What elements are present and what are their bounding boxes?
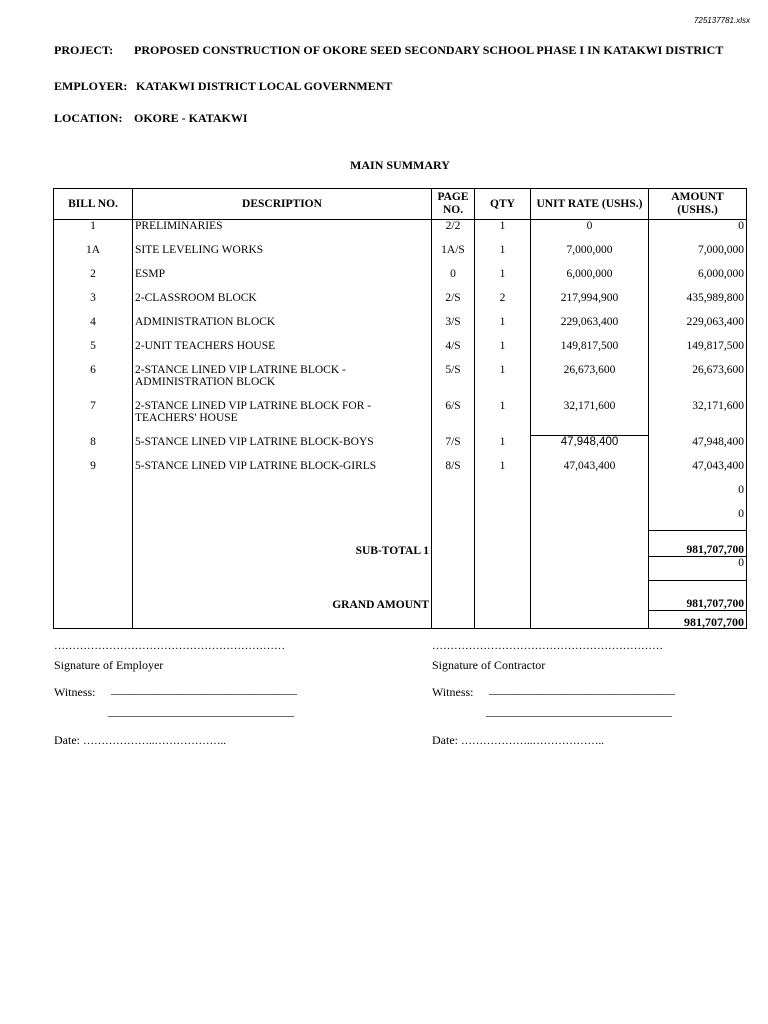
- cell-qty: 1: [475, 316, 531, 340]
- cell-amount: 32,171,600: [649, 400, 747, 436]
- table-header-row: [54, 189, 747, 220]
- table-row: [54, 316, 747, 340]
- cell-page-no: 6/S: [432, 400, 475, 436]
- cell-page-no: 8/S: [432, 460, 475, 484]
- cell-description: 2-STANCE LINED VIP LATRINE BLOCK FOR - TEACHERS' HOUSE: [133, 400, 432, 436]
- cell-description: SITE LEVELING WORKS: [133, 244, 432, 268]
- cell-amount: 435,989,800: [649, 292, 747, 316]
- table-row: [54, 436, 747, 460]
- cell-unit-rate: [531, 531, 649, 557]
- cell-unit-rate: [531, 508, 649, 531]
- cell-bill-no: 1: [54, 220, 133, 244]
- cell-qty: [475, 581, 531, 611]
- grand-total-label: GRAND AMOUNT: [133, 581, 432, 611]
- table-row: [54, 268, 747, 292]
- cell-unit-rate: 6,000,000: [531, 268, 649, 292]
- cell-description: 2-UNIT TEACHERS HOUSE: [133, 340, 432, 364]
- cell-page-no: 2/2: [432, 220, 475, 244]
- cell-description: [133, 611, 432, 629]
- cell-bill-no: 3: [54, 292, 133, 316]
- cell-page-no: [432, 484, 475, 508]
- col-bill-no: BILL NO.: [54, 189, 133, 220]
- location-line: [54, 111, 248, 126]
- cell-description: PRELIMINARIES: [133, 220, 432, 244]
- subtotal-label: SUB-TOTAL 1: [133, 531, 432, 557]
- cell-description: [133, 557, 432, 581]
- employer-witness-label: Witness:: [54, 685, 96, 699]
- cell-amount: 26,673,600: [649, 364, 747, 400]
- cell-qty: 1: [475, 220, 531, 244]
- table-row: [54, 611, 747, 629]
- cell-bill-no: [54, 531, 133, 557]
- employer-signature-line: ………………………………………………………: [54, 640, 285, 652]
- cell-qty: 1: [475, 364, 531, 400]
- cell-page-no: 5/S: [432, 364, 475, 400]
- cell-unit-rate: 26,673,600: [531, 364, 649, 400]
- project-value: PROPOSED CONSTRUCTION OF OKORE SEED SECONDARY SCHOOL PHASE I IN KATAKWI DISTRICT: [134, 43, 724, 57]
- cell-bill-no: 2: [54, 268, 133, 292]
- cell-page-no: [432, 531, 475, 557]
- cell-bill-no: 6: [54, 364, 133, 400]
- employer-value: KATAKWI DISTRICT LOCAL GOVERNMENT: [136, 79, 393, 93]
- cell-page-no: [432, 611, 475, 629]
- cell-unit-rate: 47,043,400: [531, 460, 649, 484]
- cell-amount: 6,000,000: [649, 268, 747, 292]
- cell-page-no: 4/S: [432, 340, 475, 364]
- table-row: [54, 508, 747, 531]
- cell-qty: 1: [475, 436, 531, 460]
- subtotal-row: [54, 531, 747, 557]
- cell-amount: 0: [649, 484, 747, 508]
- cell-qty: 1: [475, 400, 531, 436]
- cell-description: 2-STANCE LINED VIP LATRINE BLOCK - ADMINISTRATION BLOCK: [133, 364, 432, 400]
- page-title: MAIN SUMMARY: [350, 158, 450, 172]
- cell-bill-no: 8: [54, 436, 133, 460]
- cell-qty: 1: [475, 340, 531, 364]
- cell-unit-rate: [531, 581, 649, 611]
- cell-description: 5-STANCE LINED VIP LATRINE BLOCK-GIRLS: [133, 460, 432, 484]
- cell-qty: 2: [475, 292, 531, 316]
- cell-amount: 7,000,000: [649, 244, 747, 268]
- cell-unit-rate: 149,817,500: [531, 340, 649, 364]
- cell-amount: 47,948,400: [649, 436, 747, 460]
- project-label: PROJECT:: [54, 43, 114, 57]
- cell-qty: [475, 484, 531, 508]
- cell-page-no: [432, 557, 475, 581]
- contractor-witness-line-2: _______________________________: [486, 704, 672, 718]
- table-row: [54, 460, 747, 484]
- cell-qty: 1: [475, 244, 531, 268]
- cell-unit-rate: 32,171,600: [531, 400, 649, 436]
- employer-witness-line-1: _______________________________: [111, 682, 297, 696]
- col-amount: AMOUNT (USHS.): [649, 189, 747, 220]
- contractor-signature-label: Signature of Contractor: [432, 658, 546, 672]
- location-value: OKORE - KATAKWI: [134, 111, 248, 125]
- cell-unit-rate: [531, 557, 649, 581]
- contractor-date: Date: ………………..………………..: [432, 733, 604, 747]
- cell-page-no: 1A/S: [432, 244, 475, 268]
- cell-description: 5-STANCE LINED VIP LATRINE BLOCK-BOYS: [133, 436, 432, 460]
- contractor-witness-label: Witness:: [432, 685, 474, 699]
- employer-witness-line-2: _______________________________: [108, 704, 294, 718]
- cell-qty: 1: [475, 460, 531, 484]
- cell-page-no: 0: [432, 268, 475, 292]
- below-table-value: 981,707,700: [684, 615, 744, 629]
- cell-unit-rate: 0: [531, 220, 649, 244]
- cell-unit-rate: 217,994,900: [531, 292, 649, 316]
- col-unit-rate: UNIT RATE (USHS.): [531, 189, 649, 220]
- cell-bill-no: [54, 508, 133, 531]
- cell-unit-rate: 229,063,400: [531, 316, 649, 340]
- cell-amount: 47,043,400: [649, 460, 747, 484]
- grand-total-row: [54, 581, 747, 611]
- cell-description: [133, 484, 432, 508]
- cell-qty: [475, 557, 531, 581]
- grand-amount: 981,707,700: [649, 581, 747, 611]
- cell-unit-rate: 7,000,000: [531, 244, 649, 268]
- cell-amount: 149,817,500: [649, 340, 747, 364]
- cell-bill-no: 7: [54, 400, 133, 436]
- cell-qty: [475, 531, 531, 557]
- table-row: [54, 484, 747, 508]
- cell-description: ESMP: [133, 268, 432, 292]
- cell-amount: 0: [649, 557, 747, 581]
- col-qty: QTY: [475, 189, 531, 220]
- employer-label: EMPLOYER:: [54, 79, 128, 93]
- cell-description: ADMINISTRATION BLOCK: [133, 316, 432, 340]
- summary-table: [53, 188, 747, 629]
- cell-page-no: 7/S: [432, 436, 475, 460]
- cell-qty: [475, 508, 531, 531]
- table-row: [54, 244, 747, 268]
- cell-qty: 1: [475, 268, 531, 292]
- cell-bill-no: 9: [54, 460, 133, 484]
- col-page-no: PAGE NO.: [432, 189, 475, 220]
- cell-description: 2-CLASSROOM BLOCK: [133, 292, 432, 316]
- cell-page-no: [432, 581, 475, 611]
- cell-bill-no: 4: [54, 316, 133, 340]
- contractor-witness-line-1: _______________________________: [489, 682, 675, 696]
- location-label: LOCATION:: [54, 111, 123, 125]
- cell-description: [133, 508, 432, 531]
- table-row: [54, 400, 747, 436]
- subtotal-amount: 981,707,700: [649, 531, 747, 557]
- cell-amount: 229,063,400: [649, 316, 747, 340]
- cell-amount: 0: [649, 508, 747, 531]
- file-reference: 725137781.xlsx: [693, 16, 750, 25]
- cell-page-no: 3/S: [432, 316, 475, 340]
- cell-page-no: 2/S: [432, 292, 475, 316]
- employer-date: Date: ………………..………………..: [54, 733, 226, 747]
- table-row: [54, 364, 747, 400]
- table-row: [54, 292, 747, 316]
- cell-bill-no: [54, 581, 133, 611]
- cell-bill-no: [54, 611, 133, 629]
- cell-amount: 0: [649, 220, 747, 244]
- col-description: DESCRIPTION: [133, 189, 432, 220]
- cell-unit-rate: 47,948,400: [531, 436, 649, 460]
- table-row: [54, 220, 747, 244]
- cell-page-no: [432, 508, 475, 531]
- cell-bill-no: 1A: [54, 244, 133, 268]
- project-line: [54, 43, 723, 58]
- cell-bill-no: [54, 557, 133, 581]
- cell-unit-rate: [531, 484, 649, 508]
- cell-unit-rate: [531, 611, 649, 629]
- cell-bill-no: 5: [54, 340, 133, 364]
- table-row: [54, 340, 747, 364]
- employer-signature-label: Signature of Employer: [54, 658, 164, 672]
- cell-qty: [475, 611, 531, 629]
- cell-bill-no: [54, 484, 133, 508]
- table-row: [54, 557, 747, 581]
- contractor-signature-line: ………………………………………………………: [432, 640, 663, 652]
- employer-line: [54, 79, 392, 94]
